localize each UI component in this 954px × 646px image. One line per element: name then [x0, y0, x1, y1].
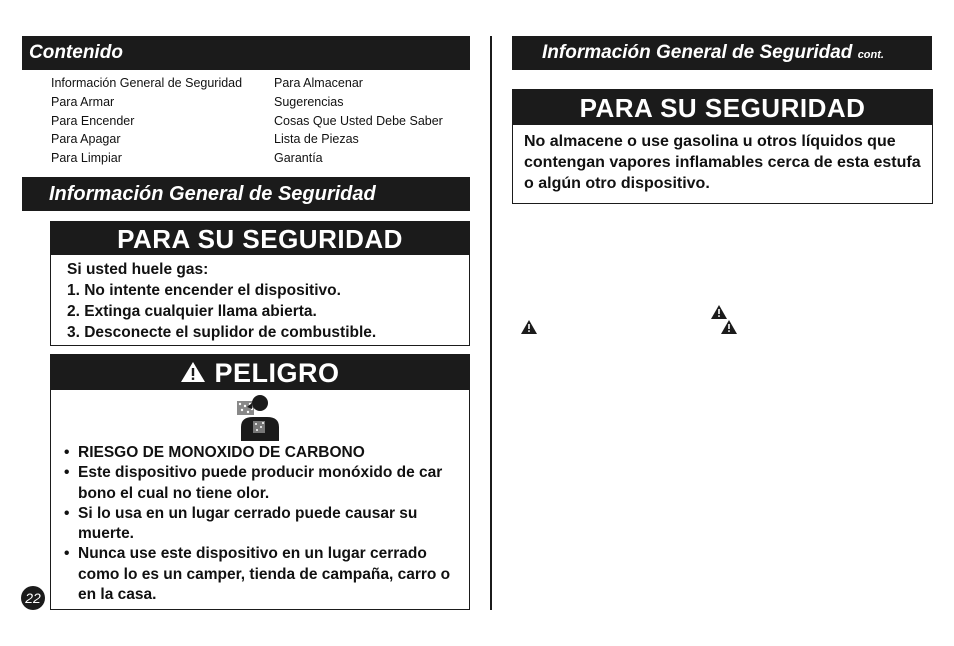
- toc-item[interactable]: Cosas Que Usted Debe Saber: [274, 113, 443, 128]
- contents-list-col1: [51, 74, 242, 168]
- safety-line: 3. Desconecte el suplidor de combustible.: [67, 324, 377, 341]
- safety-line: 1. No intente encender el dispositivo.: [67, 282, 341, 299]
- safety-text-right: No almacene o use gasolina u otros líquidos que contengan vapores inflamables cerca de esta estufa o algún otro dispositivo.: [524, 133, 921, 192]
- section-title-text: Información General de Seguridad: [542, 42, 853, 63]
- danger-box-heading: [51, 355, 469, 390]
- toc-item[interactable]: Para Almacenar: [274, 76, 363, 90]
- contents-title: Contenido: [29, 42, 123, 63]
- toc-item[interactable]: Garantía: [274, 151, 323, 166]
- safety-line: 2. Extinga cualquier llama abierta.: [67, 303, 317, 320]
- safety-box-heading: PARA SU SEGURIDAD: [51, 222, 469, 255]
- toc-item[interactable]: Información General de Seguridad: [51, 76, 243, 90]
- page-number: [21, 586, 45, 610]
- toc-item[interactable]: Lista de Piezas: [274, 132, 359, 147]
- warning-triangle-icon: [721, 320, 737, 339]
- person-inhaling-gas-icon: [235, 393, 283, 443]
- toc-item[interactable]: Para Encender: [51, 113, 135, 128]
- danger-bullet: • Nunca use este dispositivo en un lugar cerrado como lo es un camper, tienda de campaña, carro o en la casa.: [64, 544, 459, 605]
- page-number-text: 22: [25, 590, 41, 606]
- danger-bullet: • RIESGO DE MONOXIDO DE CARBONO: [64, 443, 459, 463]
- warning-triangle-icon: [521, 320, 537, 339]
- contents-list-col2: [274, 74, 443, 168]
- column-divider: [490, 36, 492, 610]
- section-header-left: [22, 177, 470, 211]
- safety-instructions: [51, 255, 469, 343]
- danger-bullet: • Si lo usa en un lugar cerrado puede causar su muerte.: [64, 504, 459, 545]
- section-title: Información General de Seguridad: [49, 183, 376, 205]
- danger-box: [50, 354, 470, 610]
- danger-bullet: • Este dispositivo puede producir monóxido de car bono el cual no tiene olor.: [64, 463, 459, 504]
- danger-bullet-list: [64, 443, 459, 605]
- toc-item[interactable]: Para Limpiar: [51, 151, 122, 166]
- danger-heading-text: PELIGRO: [214, 358, 340, 388]
- section-title-right: [542, 42, 884, 64]
- section-suffix: cont.: [857, 49, 884, 61]
- safety-line: Si usted huele gas:: [67, 261, 209, 278]
- safety-box-heading-right: PARA SU SEGURIDAD: [513, 90, 932, 125]
- safety-box-left: [50, 221, 470, 346]
- warning-triangle-icon: [180, 355, 206, 392]
- toc-item[interactable]: Para Armar: [51, 94, 115, 109]
- toc-item[interactable]: Para Apagar: [51, 132, 121, 147]
- safety-box-right: [512, 89, 933, 204]
- toc-item[interactable]: Sugerencias: [274, 94, 344, 109]
- contents-header: [22, 36, 470, 70]
- section-header-right: [512, 36, 932, 70]
